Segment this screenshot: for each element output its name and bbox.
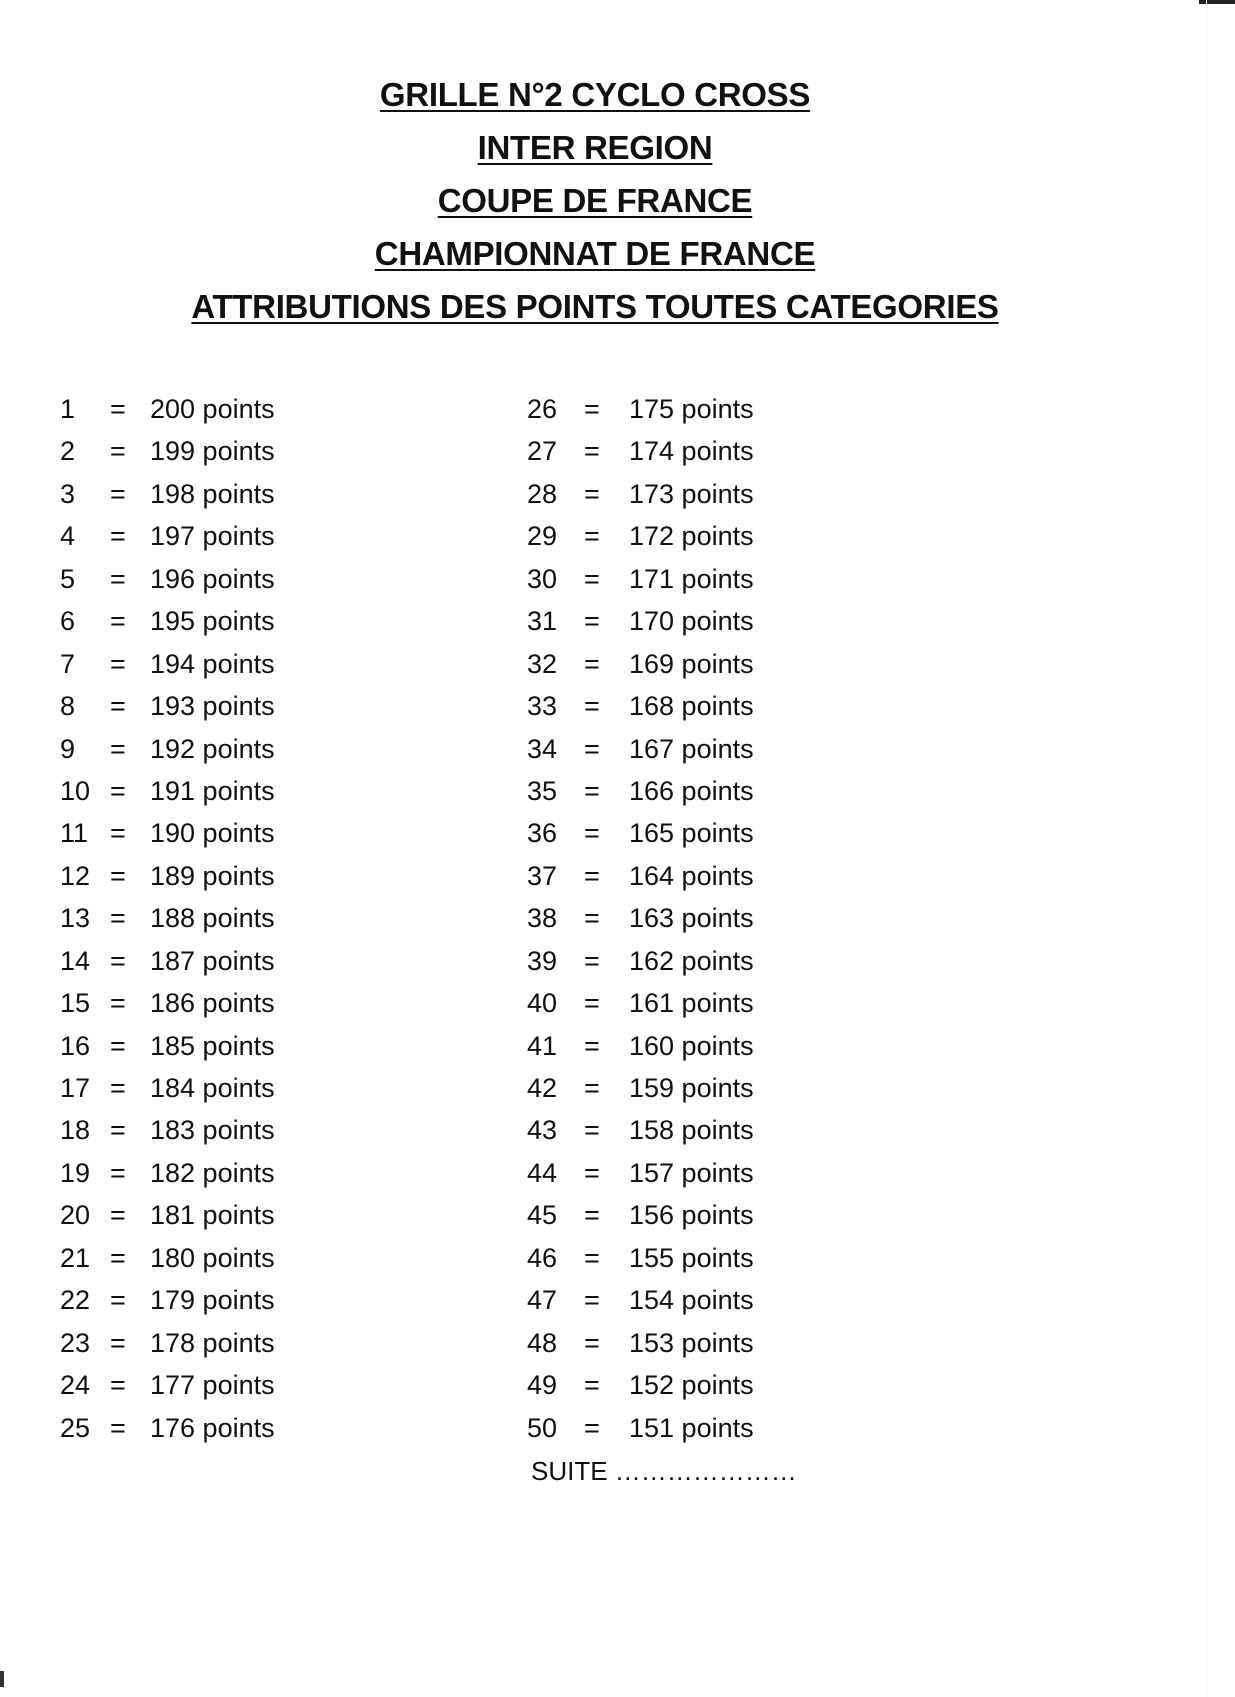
rank-number: 19 [60,1157,91,1188]
equals-sign: = [110,1285,126,1316]
equals-sign: = [110,648,126,679]
rank-number: 38 [527,903,558,934]
points-value: 155 points [629,1242,754,1273]
equals-sign: = [584,563,600,594]
rank-number: 13 [60,903,91,934]
points-value: 161 points [629,988,754,1019]
equals-sign: = [110,394,126,424]
rank-number: 15 [60,988,91,1019]
points-value: 189 points [150,860,275,891]
equals-sign: = [584,1200,600,1231]
points-value: 158 points [629,1115,754,1146]
rank-number: 37 [527,860,558,891]
points-value: 196 points [150,563,275,594]
equals-sign: = [110,691,126,722]
points-value: 165 points [629,818,754,849]
equals-sign: = [110,606,126,637]
points-value: 168 points [629,691,754,722]
document-header [0,68,1190,333]
points-value: 174 points [629,436,754,467]
rank-number: 24 [60,1370,91,1401]
scan-artifact-top [1199,0,1235,4]
rank-number: 25 [60,1412,91,1443]
title-attributions: ATTRIBUTIONS DES POINTS TOUTES CATEGORIES [191,288,999,325]
title-inter-region: INTER REGION [477,129,713,166]
rank-number: 45 [527,1200,558,1231]
equals-sign: = [110,733,126,764]
points-value: 179 points [150,1285,275,1316]
rank-number: 27 [527,436,558,467]
rank-number: 21 [60,1242,91,1273]
points-value: 176 points [150,1412,275,1443]
rank-number: 32 [527,648,558,679]
rank-number: 36 [527,818,558,849]
rank-number: 20 [60,1200,91,1231]
rank-number: 44 [527,1157,558,1188]
points-value: 153 points [629,1327,754,1358]
suite-continuation: SUITE ………………… [531,1456,797,1486]
rank-number: 16 [60,1030,91,1061]
equals-sign: = [584,1370,600,1401]
rank-number: 10 [60,775,91,806]
scan-artifact-edge [1206,0,1207,1697]
equals-sign: = [584,1073,600,1103]
title-grille: GRILLE N°2 CYCLO CROSS [379,76,811,113]
points-value: 178 points [150,1327,275,1358]
rank-number: 29 [527,521,558,552]
points-value: 177 points [150,1370,275,1401]
rank-number: 46 [527,1242,558,1273]
rank-number: 41 [527,1030,558,1061]
points-value: 167 points [629,733,754,764]
points-value: 172 points [629,521,754,552]
equals-sign: = [584,691,600,722]
rank-number: 4 [60,521,76,552]
points-value: 182 points [150,1157,275,1188]
equals-sign: = [110,860,126,891]
points-value: 184 points [150,1073,275,1103]
rank-number: 35 [527,775,558,806]
equals-sign: = [584,860,600,891]
rank-number: 49 [527,1370,558,1401]
points-value: 152 points [629,1370,754,1401]
rank-number: 18 [60,1115,91,1146]
rank-number: 22 [60,1285,91,1316]
points-value: 192 points [150,733,275,764]
rank-number: 26 [527,394,558,424]
equals-sign: = [584,1327,600,1358]
rank-number: 23 [60,1327,91,1358]
rank-number: 1 [60,394,76,424]
points-value: 157 points [629,1157,754,1188]
equals-sign: = [584,648,600,679]
rank-number: 30 [527,563,558,594]
equals-sign: = [584,394,600,424]
equals-sign: = [110,478,126,509]
equals-sign: = [584,733,600,764]
rank-number: 3 [60,478,76,509]
rank-number: 33 [527,691,558,722]
equals-sign: = [584,818,600,849]
points-value: 175 points [629,394,754,424]
points-value: 185 points [150,1030,275,1061]
equals-sign: = [110,775,126,806]
points-value: 198 points [150,478,275,509]
points-value: 194 points [150,648,275,679]
points-value: 173 points [629,478,754,509]
rank-number: 48 [527,1327,558,1358]
rank-number: 17 [60,1073,91,1103]
points-value: 171 points [629,563,754,594]
equals-sign: = [584,606,600,637]
equals-sign: = [110,1073,126,1103]
points-value: 188 points [150,903,275,934]
equals-sign: = [110,988,126,1019]
points-value: 190 points [150,818,275,849]
title-coupe-de-france: COUPE DE FRANCE [437,182,753,219]
rank-number: 14 [60,945,91,976]
points-value: 156 points [629,1200,754,1231]
equals-sign: = [584,775,600,806]
points-value: 200 points [150,394,275,424]
points-value: 186 points [150,988,275,1019]
equals-sign: = [110,1030,126,1061]
points-value: 170 points [629,606,754,637]
rank-number: 11 [60,818,89,849]
rank-number: 42 [527,1073,558,1103]
points-value: 160 points [629,1030,754,1061]
rank-number: 28 [527,478,558,509]
scan-artifact-bottom [0,1671,4,1687]
equals-sign: = [110,436,126,467]
equals-sign: = [110,563,126,594]
equals-sign: = [110,818,126,849]
points-value: 181 points [150,1200,275,1231]
rank-number: 7 [60,648,76,679]
rank-number: 43 [527,1115,558,1146]
points-value: 187 points [150,945,275,976]
title-championnat: CHAMPIONNAT DE FRANCE [374,235,816,272]
equals-sign: = [110,1242,126,1273]
equals-sign: = [110,1370,126,1401]
equals-sign: = [110,521,126,552]
equals-sign: = [584,1030,600,1061]
rank-number: 47 [527,1285,558,1316]
equals-sign: = [584,1157,600,1188]
equals-sign: = [584,945,600,976]
equals-sign: = [584,1242,600,1273]
equals-sign: = [584,1115,600,1146]
equals-sign: = [584,436,600,467]
rank-number: 31 [527,606,558,637]
rank-number: 9 [60,733,76,764]
rank-number: 34 [527,733,558,764]
equals-sign: = [110,1412,126,1443]
points-value: 154 points [629,1285,754,1316]
points-value: 180 points [150,1242,275,1273]
equals-sign: = [584,1412,600,1443]
points-value: 162 points [629,945,754,976]
rank-number: 39 [527,945,558,976]
points-value: 195 points [150,606,275,637]
rank-number: 12 [60,860,91,891]
equals-sign: = [110,945,126,976]
points-value: 164 points [629,860,754,891]
points-value: 159 points [629,1073,754,1103]
points-value: 169 points [629,648,754,679]
rank-number: 5 [60,563,76,594]
equals-sign: = [584,903,600,934]
points-value: 191 points [150,775,275,806]
equals-sign: = [584,1285,600,1316]
equals-sign: = [110,1115,126,1146]
equals-sign: = [584,478,600,509]
points-value: 199 points [150,436,275,467]
rank-number: 50 [527,1412,558,1443]
rank-number: 2 [60,436,76,467]
points-value: 166 points [629,775,754,806]
points-value: 163 points [629,903,754,934]
rank-number: 8 [60,691,76,722]
equals-sign: = [584,988,600,1019]
equals-sign: = [110,1200,126,1231]
rank-number: 6 [60,606,76,637]
points-value: 197 points [150,521,275,552]
equals-sign: = [584,521,600,552]
points-value: 151 points [629,1412,754,1443]
equals-sign: = [110,1157,126,1188]
rank-number: 40 [527,988,558,1019]
points-value: 183 points [150,1115,275,1146]
points-value: 193 points [150,691,275,722]
equals-sign: = [110,903,126,934]
equals-sign: = [110,1327,126,1358]
